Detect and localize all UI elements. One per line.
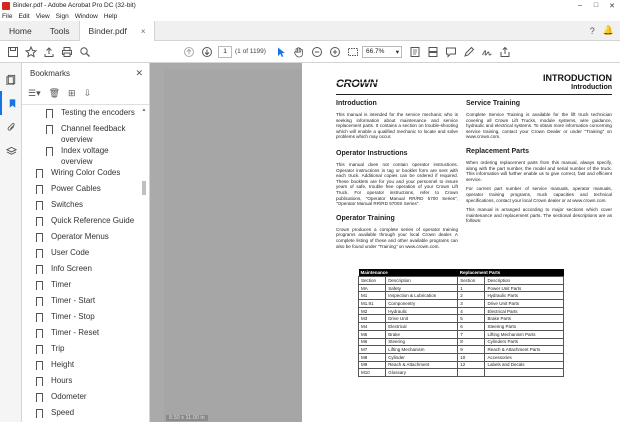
table-cell: 10: [458, 353, 485, 361]
table-cell: Lifting Mechanism Parts: [485, 330, 564, 338]
table-cell: Electrical Parts: [485, 307, 564, 315]
bookmark-icon: [46, 147, 53, 156]
hand-tool-icon[interactable]: [290, 43, 308, 61]
table-cell: M1.91: [359, 300, 386, 308]
table-cell: [485, 369, 564, 377]
ops-heading: Operator Instructions: [336, 149, 408, 157]
toolbar: [0, 41, 620, 63]
table-head-maintenance: Maintenance: [359, 269, 458, 277]
bookmark-item[interactable]: [22, 279, 140, 295]
table-cell: 3: [458, 300, 485, 308]
fit-page-icon[interactable]: [406, 43, 424, 61]
tab-document-label: Binder.pdf: [88, 26, 127, 36]
replacement-parts-text-1: When ordering replacement parts from this manual, always specify, along with the part number, the model and serial number of the truck. This information will further enable us to give correct, fast and efficient service.: [466, 159, 612, 182]
bookmarks-title: Bookmarks: [30, 68, 71, 78]
document-viewer[interactable]: [150, 63, 620, 422]
table-cell: [458, 369, 485, 377]
close-window-button[interactable]: ✕: [609, 2, 615, 10]
table-row: [359, 369, 564, 377]
table-cell: 4: [458, 307, 485, 315]
table-row: [359, 353, 564, 361]
table-row: [359, 323, 564, 331]
upload-icon[interactable]: [40, 43, 58, 61]
bookmark-item[interactable]: [22, 199, 140, 215]
bookmark-icon: [36, 265, 43, 274]
table-cell: 7: [458, 330, 485, 338]
table-cell: M5: [359, 330, 386, 338]
attachments-icon[interactable]: [0, 115, 22, 139]
bookmark-item[interactable]: [22, 231, 140, 247]
bookmark-item[interactable]: [22, 263, 140, 279]
scroll-mode-icon[interactable]: [424, 43, 442, 61]
replacement-parts-text-2: For current part number of service manuals, operator manuals, operator training programs, truck capacities and technical specifications, contact your local Crown dealer or at www.crown.com.: [466, 186, 612, 203]
table-row: [359, 315, 564, 323]
table-cell: M7: [359, 346, 386, 354]
table-cell: Steering Parts: [485, 323, 564, 331]
minimize-button[interactable]: –: [578, 1, 582, 9]
bookmark-label: Timer - Stop: [51, 312, 95, 321]
search-icon[interactable]: [76, 43, 94, 61]
bookmark-icon: [46, 109, 53, 118]
bookmark-label: Info Screen: [51, 264, 92, 273]
sign-icon[interactable]: [478, 43, 496, 61]
bookmark-item[interactable]: [22, 183, 140, 199]
table-cell: Cylinders Parts: [485, 338, 564, 346]
bookmark-label: Power Cables: [51, 184, 101, 193]
chevron-down-icon: ▾: [395, 48, 399, 56]
table-cell: Cylinder: [386, 353, 458, 361]
table-head-replacement: Replacement Parts: [458, 269, 564, 277]
table-cell: 8: [458, 338, 485, 346]
bookmark-item[interactable]: [22, 145, 140, 167]
marquee-zoom-icon[interactable]: [344, 43, 362, 61]
bookmark-item[interactable]: [22, 215, 140, 231]
bookmark-item[interactable]: [22, 327, 140, 343]
previous-page-edge: [164, 69, 306, 422]
left-column: [336, 100, 458, 253]
intro-heading: Introduction: [336, 100, 377, 107]
expand-bookmark-icon[interactable]: ⇩: [83, 88, 92, 98]
next-page-icon[interactable]: [198, 43, 216, 61]
save-icon[interactable]: [4, 43, 22, 61]
bookmark-label: Odometer: [51, 392, 87, 401]
table-cell: Labels and Decals: [485, 361, 564, 369]
bookmark-label: Index voltage overview: [61, 146, 109, 166]
tab-tools[interactable]: Tools: [49, 26, 70, 36]
bookmark-icon: [36, 329, 43, 338]
share-icon[interactable]: [496, 43, 514, 61]
acrobat-icon: [2, 2, 10, 10]
previous-page-icon[interactable]: [180, 43, 198, 61]
tabbar-right: [582, 21, 620, 40]
window-title: Binder.pdf - Adobe Acrobat Pro DC (32-bit): [13, 2, 136, 9]
table-row: [359, 284, 564, 292]
table-row: [359, 338, 564, 346]
maximize-button[interactable]: □: [593, 1, 599, 9]
table-sub-cell: Description: [386, 277, 458, 285]
table-cell: Reach & Attachment Parts: [485, 346, 564, 354]
intro-text: This manual is intended for the service mechanic who is seeking information about maintenance and service replacement parts. It contains a section on trouble-shooting which will enable a qualified mechanic to locate and solve problems which may occur.: [336, 112, 458, 140]
table-row: [359, 330, 564, 338]
scroll-up-icon[interactable]: ▲: [141, 107, 147, 113]
tab-bar: [0, 21, 620, 41]
table-cell: Brake Parts: [485, 315, 564, 323]
table-row: [359, 292, 564, 300]
bookmark-item[interactable]: [22, 311, 140, 327]
menu-bar: [0, 11, 620, 21]
close-tab-icon[interactable]: ×: [140, 26, 146, 36]
table-subheader: [359, 277, 564, 285]
bookmarks-toolbar: [22, 83, 149, 105]
bookmark-item[interactable]: [22, 375, 140, 391]
bookmark-label: Wiring Color Codes: [51, 168, 121, 177]
bookmark-icon: [36, 345, 43, 354]
table-cell: Componentry: [386, 300, 458, 308]
pdf-page: [302, 63, 620, 422]
bookmark-label: Operator Menus: [51, 232, 109, 241]
table-cell: Lifting Mechanism: [386, 346, 458, 354]
bookmark-item[interactable]: [22, 123, 140, 145]
table-row: [359, 307, 564, 315]
header-rule: [336, 94, 612, 95]
bookmark-list: [22, 107, 140, 422]
bookmark-item[interactable]: [22, 391, 140, 407]
scrollbar-thumb[interactable]: [142, 181, 146, 195]
table-cell: MA: [359, 284, 386, 292]
bookmark-icon: [36, 361, 43, 370]
bookmark-icon: [36, 409, 43, 418]
bookmark-icon: [36, 377, 43, 386]
table-cell: M8: [359, 353, 386, 361]
tab-home[interactable]: Home: [9, 26, 32, 36]
bookmark-item[interactable]: [22, 107, 140, 123]
bookmark-item[interactable]: [22, 343, 140, 359]
table-cell: Brake: [386, 330, 458, 338]
title-bar: [0, 0, 620, 11]
training-heading: Operator Training: [336, 214, 395, 222]
bookmark-icon: [36, 169, 43, 178]
table-cell: Accessories: [485, 353, 564, 361]
bookmark-label: User Code: [51, 248, 90, 257]
ops-text: This manual does not contain operator instructions. Operator instructions in tag or booklet form are sent with each truck. Additional copies can be ordered if required. These booklets are for you and your personnel to insure years of safe, trouble free operation of your Crown Lift Truck. For operator instructions, refer to Crown publications, "Operator Manual RR/RD 5700 Series", "Operator Manual RR/RD 5700S Series".: [336, 161, 458, 207]
bookmark-icon: [36, 217, 43, 226]
zoom-in-icon[interactable]: [326, 43, 344, 61]
table-cell: 1: [458, 284, 485, 292]
table-cell: M9: [359, 361, 386, 369]
print-icon[interactable]: [58, 43, 76, 61]
bookmark-label: Testing the encoders: [61, 108, 135, 117]
bookmark-icon: [36, 313, 43, 322]
sections-table: [358, 269, 564, 377]
menu-edit[interactable]: Edit: [18, 12, 30, 20]
pen-icon[interactable]: [460, 43, 478, 61]
page-size-label: 8.50 x 11.00 in: [166, 415, 208, 421]
window-controls: [572, 2, 620, 10]
replacement-parts-heading: Replacement Parts: [466, 147, 530, 155]
page-count: (1 of 1199): [235, 48, 266, 55]
table-cell: Hydraulic: [386, 307, 458, 315]
comment-icon[interactable]: [442, 43, 460, 61]
bookmark-label: Channel feedback overview: [61, 124, 126, 144]
table-cell: M6: [359, 338, 386, 346]
bookmark-label: Timer: [51, 280, 72, 289]
bookmark-label: Quick Reference Guide: [51, 216, 135, 225]
table-row: [359, 300, 564, 308]
right-column: [466, 100, 612, 228]
menu-file[interactable]: File: [2, 12, 13, 20]
layers-icon[interactable]: [0, 139, 22, 163]
bookmark-item[interactable]: [22, 359, 140, 375]
bookmark-icon: [36, 297, 43, 306]
table-row: [359, 361, 564, 369]
zoom-select[interactable]: [362, 46, 402, 58]
training-text: Crown produces a complete series of operator training programs available through your local Crown dealer. A complete listing of these and other available programs can also be found under "Training" on www.crown.com.: [336, 226, 458, 249]
bookmarks-icon[interactable]: [0, 91, 22, 115]
close-panel-icon[interactable]: ✕: [135, 67, 143, 78]
bookmark-item[interactable]: [22, 407, 140, 422]
options-menu-icon[interactable]: ☰▾: [28, 88, 41, 98]
table-cell: M3: [359, 315, 386, 323]
delete-bookmark-icon[interactable]: 🗑: [48, 88, 61, 98]
bookmark-label: Switches: [51, 200, 84, 209]
bookmarks-scrollbar[interactable]: [141, 107, 147, 422]
table-cell: M1: [359, 292, 386, 300]
help-icon[interactable]: ?: [589, 25, 595, 36]
bookmark-icon: [36, 233, 43, 242]
table-cell: M4: [359, 323, 386, 331]
service-training-text: Complete Service Training is available for the lift truck technician covering all Crown Lift Trucks, module systems, wire guidance, hydraulic and electrical systems. To obtain more information concerning service training, contact your Crown Dealer or under "Training" on www.crown.com.: [466, 112, 612, 140]
bookmark-label: Height: [51, 360, 75, 369]
table-cell: Hydraulic Parts: [485, 292, 564, 300]
table-cell: Power Unit Parts: [485, 284, 564, 292]
menu-sign[interactable]: Sign: [55, 12, 69, 20]
table-cell: Drive Unit: [386, 315, 458, 323]
bookmark-label: Timer - Reset: [51, 328, 100, 337]
table-row: [359, 346, 564, 354]
select-cursor-icon[interactable]: [272, 43, 290, 61]
bookmark-star-icon[interactable]: [22, 43, 40, 61]
page-thumbnails-icon[interactable]: [0, 67, 22, 91]
doc-title: INTRODUCTION: [543, 73, 612, 83]
bookmark-icon: [36, 249, 43, 258]
crown-logo: [336, 77, 384, 89]
bookmark-label: Speed: [51, 408, 75, 417]
table-cell: Steering: [386, 338, 458, 346]
table-sub-cell: Description: [485, 277, 564, 285]
menu-window[interactable]: Window: [74, 12, 98, 20]
table-cell: Reach & Attachment: [386, 361, 458, 369]
notifications-icon[interactable]: 🔔: [602, 25, 614, 35]
table-cell: 9: [458, 346, 485, 354]
zoom-value: 66.7%: [365, 48, 385, 55]
left-rail: [0, 63, 22, 422]
bookmark-item[interactable]: [22, 295, 140, 311]
service-training-heading: Service Training: [466, 100, 521, 107]
bookmark-icon: [36, 393, 43, 402]
zoom-out-icon[interactable]: [308, 43, 326, 61]
table-sub-cell: Section: [458, 277, 485, 285]
bookmark-label: Timer - Start: [51, 296, 96, 305]
bookmark-icon: [46, 125, 53, 134]
menu-view[interactable]: View: [35, 12, 50, 20]
table-cell: 2: [458, 292, 485, 300]
page-number-input[interactable]: 1: [218, 46, 232, 58]
table-cell: Inspection & Lubrication: [386, 292, 458, 300]
table-cell: Drive Unit Parts: [485, 300, 564, 308]
bookmark-item[interactable]: [22, 247, 140, 263]
replacement-parts-text-3: This manual is arranged according to major sections which cover maintenance and replacement parts. The sectional descriptions are as follows:: [466, 207, 612, 224]
bookmarks-panel: [22, 63, 150, 422]
tab-document[interactable]: [79, 21, 156, 41]
table-cell: Electrical: [386, 323, 458, 331]
bookmark-label: Trip: [51, 344, 65, 353]
table-cell: 6: [458, 323, 485, 331]
table-cell: 12: [458, 361, 485, 369]
doc-subtitle: Introduction: [571, 84, 612, 91]
table-cell: 5: [458, 315, 485, 323]
bookmark-item[interactable]: [22, 167, 140, 183]
menu-help[interactable]: Help: [103, 12, 118, 20]
table-cell: Glossary: [386, 369, 458, 377]
bookmark-icon: [36, 281, 43, 290]
bookmark-label: Hours: [51, 376, 73, 385]
bookmark-icon: [36, 185, 43, 194]
table-cell: M10: [359, 369, 386, 377]
bookmarks-header: [22, 63, 149, 83]
svg-text:CROWN: CROWN: [336, 78, 378, 89]
new-bookmark-icon[interactable]: ⊞: [68, 88, 76, 98]
bookmark-icon: [36, 201, 43, 210]
table-sub-cell: Section: [359, 277, 386, 285]
table-cell: M2: [359, 307, 386, 315]
table-cell: Safety: [386, 284, 458, 292]
